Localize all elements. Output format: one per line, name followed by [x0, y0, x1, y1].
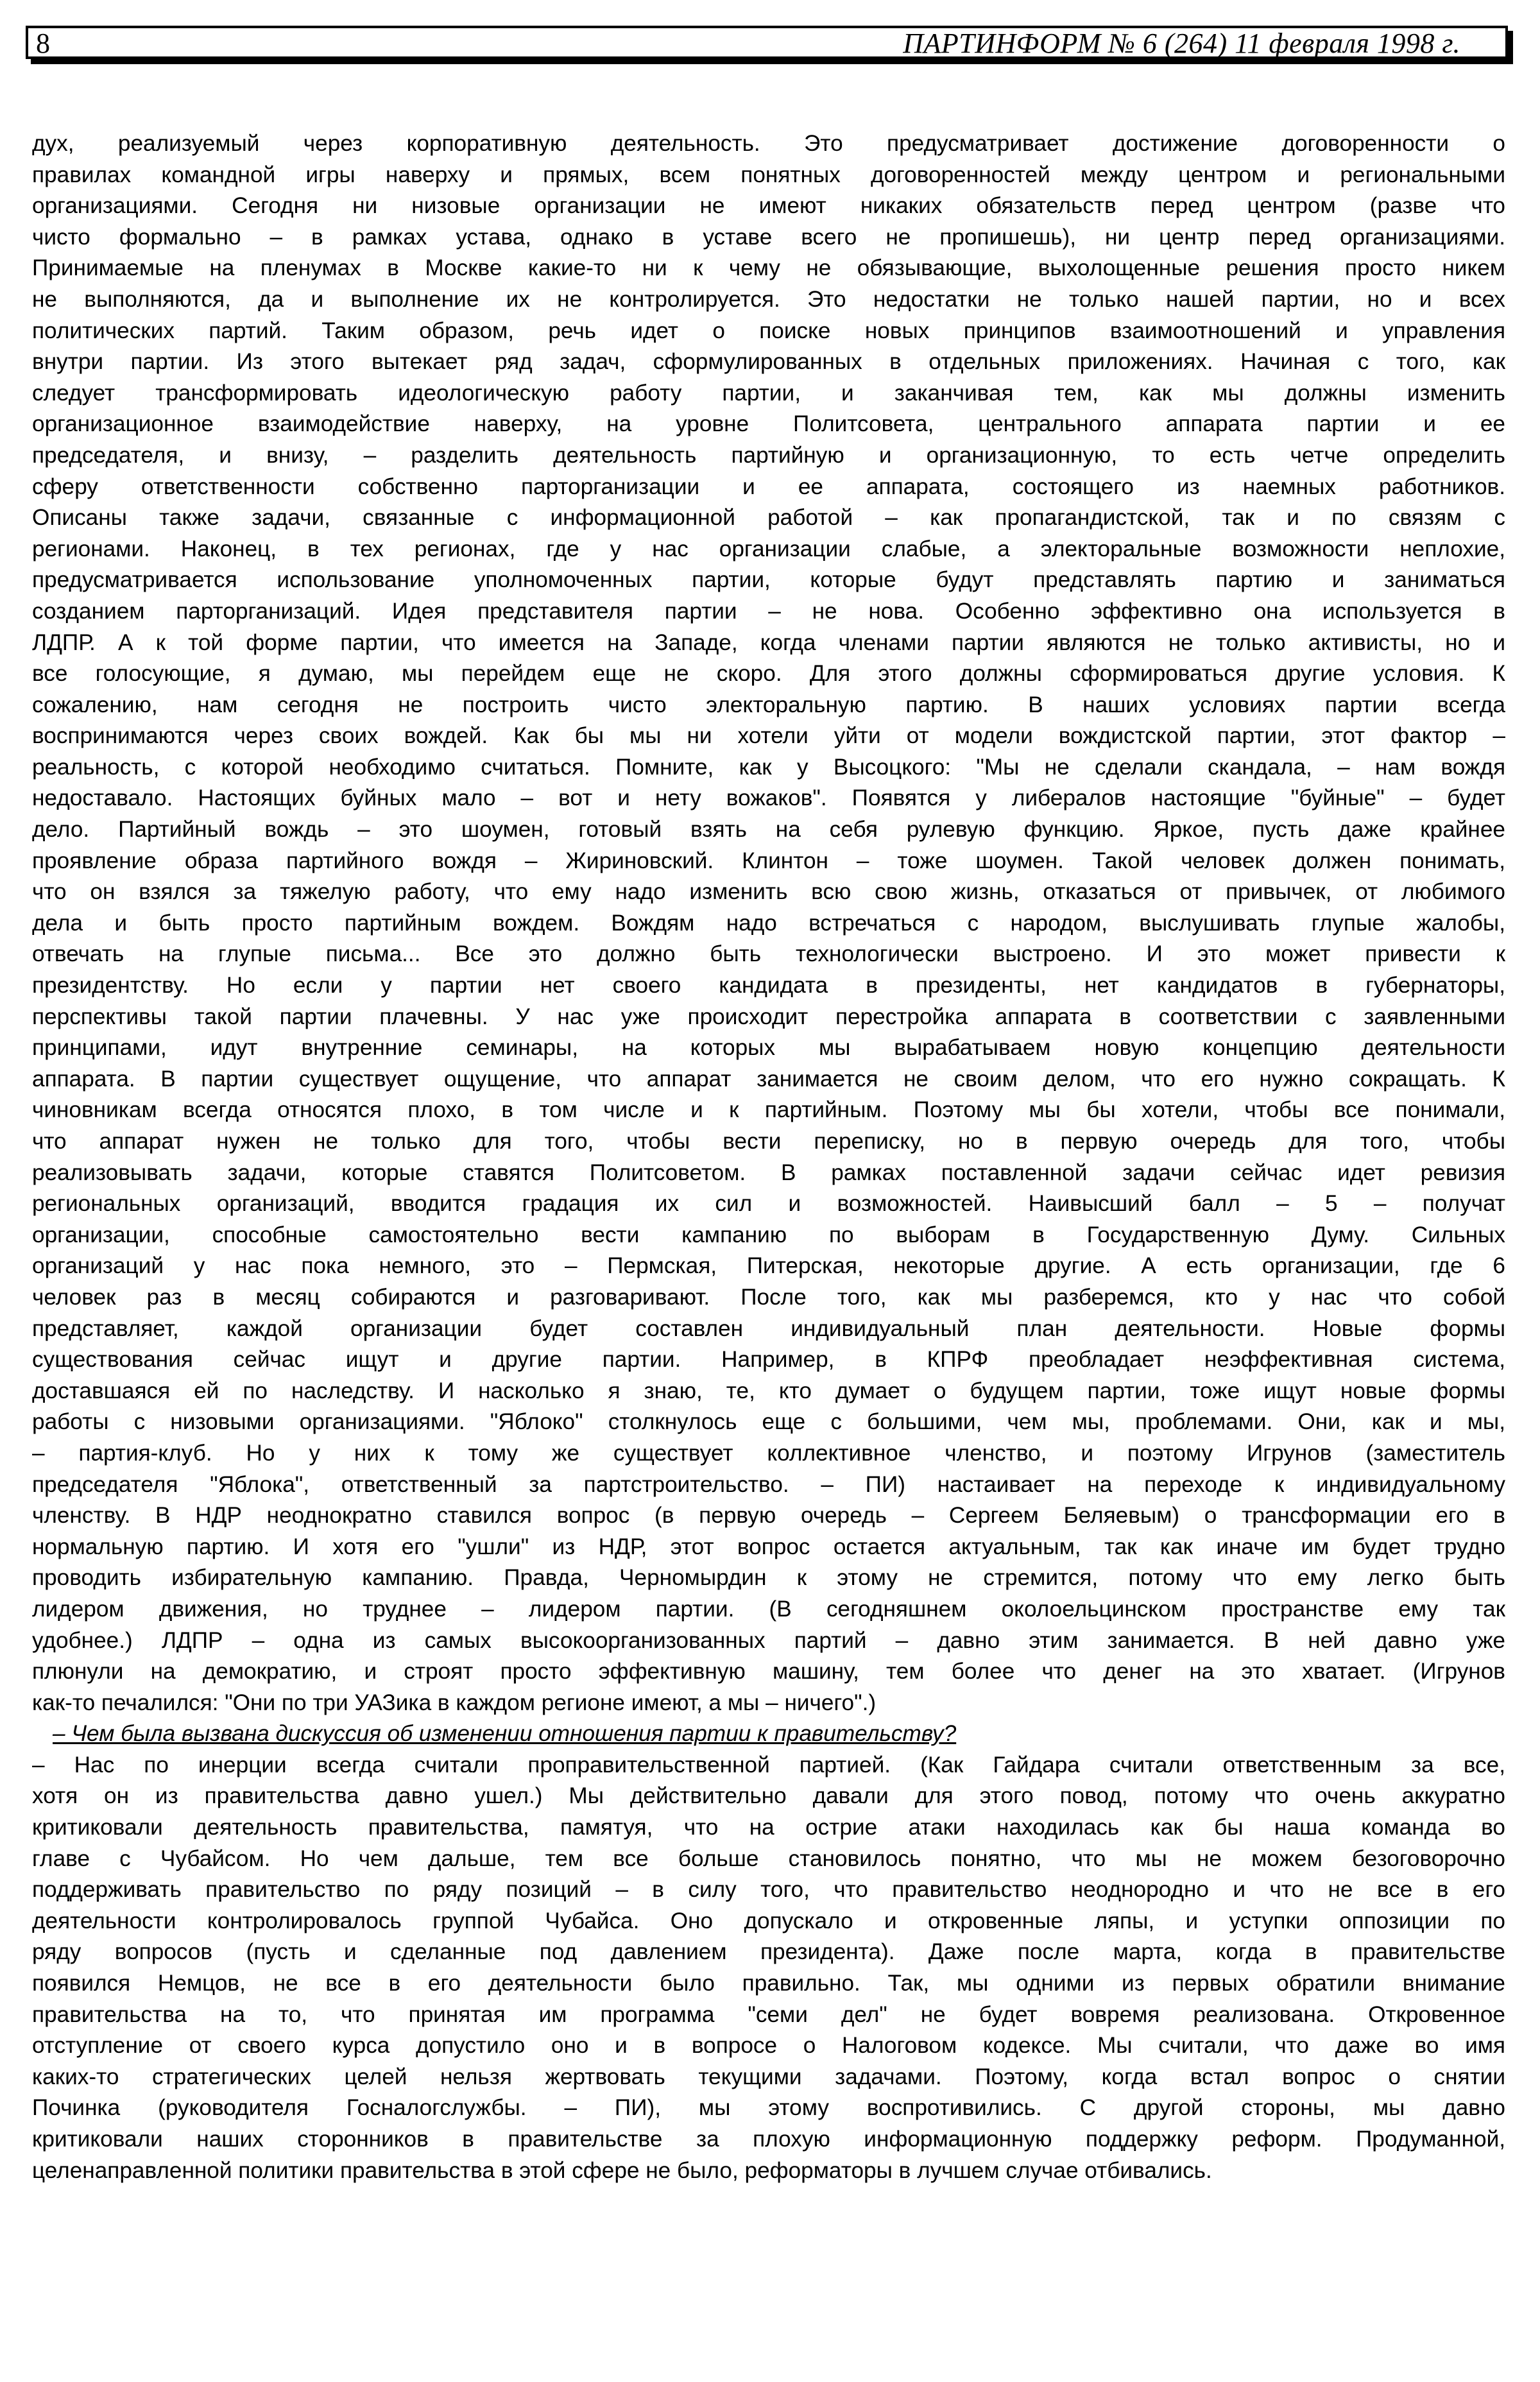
text-line: воспринимаются через своих вождей. Как бы мы ни хотели уйти от модели вождистской партии, этот фактор –: [32, 723, 1505, 749]
text-line: нормальную партию. И хотя его "ушли" из НДР, этот вопрос остается актуальным, так как иначе им будет трудно: [32, 1534, 1505, 1559]
text-line: главе с Чубайсом. Но чем дальше, тем все больше становилось понятно, что мы не можем безоговорочно: [32, 1846, 1505, 1871]
text-line: представляет, каждой организации будет составлен индивидуальный план деятельности. Новые формы: [32, 1315, 1505, 1341]
text-line: что аппарат нужен не только для того, чтобы вести переписку, но в первую очередь для того, чтобы: [32, 1129, 1505, 1154]
text-line: организационное взаимодействие наверху, на уровне Политсовета, центрального аппарата партии и ее: [32, 411, 1505, 437]
text-line: появился Немцов, не все в его деятельности было правильно. Так, мы одними из первых обратили внимание: [32, 1971, 1505, 1996]
text-line: не выполняются, да и выполнение их не контролируется. Это недостатки не только нашей партии, но и всех: [32, 286, 1505, 312]
page-header: [26, 26, 1508, 59]
text-line: доставшаяся ей по наследству. И насколько я знаю, те, кто думает о будущем партии, тоже ищут новые формы: [32, 1378, 1505, 1403]
text-line: принципами, идут внутренние семинары, на которых мы вырабатываем новую концепцию деятельности: [32, 1035, 1505, 1061]
text-line: удобнее.) ЛДПР – одна из самых высокоорганизованных партий – давно этим занимается. В ней давно уже: [32, 1627, 1505, 1653]
text-line: плюнули на демократию, и строят просто эффективную машину, тем более что денег на это хватает. (Игрунов: [32, 1659, 1505, 1684]
text-line: ЛДПР. А к той форме партии, что имеется на Западе, когда членами партии являются не только активисты, но и: [32, 630, 1505, 655]
text-line: критиковали наших сторонников в правительстве за плохую информационную поддержку реформ. Продуманной,: [32, 2127, 1505, 2152]
paragraph-2: [32, 1750, 1505, 2186]
text-line: – партия-клуб. Но у них к тому же существует коллективное членство, и поэтому Игрунов (заместитель: [32, 1440, 1505, 1466]
text-line: дух, реализуемый через корпоративную деятельность. Это предусматривает достижение договоренности о: [32, 131, 1505, 156]
text-line: недоставало. Настоящих буйных мало – вот и нету вожаков". Появятся у либералов настоящие "буйные" – будет: [32, 785, 1505, 811]
text-line: лидером движения, но труднее – лидером партии. (В сегодняшнем околоельцинском пространстве ему так: [32, 1596, 1505, 1622]
text-line: правительства на то, что принятая им программа "семи дел" не будет вовремя реализована. Откровенное: [32, 2001, 1505, 2027]
text-line: реальность, с которой необходимо считаться. Помните, как у Высоцкого: "Мы не сделали скандала, – нам вождя: [32, 754, 1505, 780]
text-line: региональных организаций, вводится градация их сил и возможностей. Наивысший балл – 5 – получат: [32, 1191, 1505, 1217]
text-line: председателя "Яблока", ответственный за партстроительство. – ПИ) настаивает на переходе к индивидуальному: [32, 1471, 1505, 1497]
text-line: отвечать на глупые письма... Все это должно быть технологически выстроено. И это может привести к: [32, 941, 1505, 967]
text-line: следует трансформировать идеологическую работу партии, и заканчивая тем, как мы должны изменить: [32, 380, 1505, 406]
text-line: дела и быть просто партийным вождем. Вождям надо встречаться с народом, выслушивать глупые жалобы,: [32, 910, 1505, 936]
text-line: организаций у нас пока немного, это – Пермская, Питерская, некоторые другие. А есть организации, где 6: [32, 1253, 1505, 1279]
article-body: [32, 128, 1505, 2186]
issue-title: ПАРТИНФОРМ № 6 (264) 11 февраля 1998 г.: [903, 28, 1460, 59]
text-line: правилах командной игры наверху и прямых, всем понятных договоренностей между центром и региональными: [32, 162, 1505, 187]
interview-question: – Чем была вызвана дискуссия об изменении отношения партии к правительству?: [53, 1721, 957, 1747]
text-line: каких-то стратегических целей нельзя жертвовать текущими задачами. Поэтому, когда встал вопрос о снятии: [32, 2064, 1505, 2089]
text-line: организациями. Сегодня ни низовые организации не имеют никаких обязательств перед центром (разве что: [32, 193, 1505, 219]
text-line: работы с низовыми организациями. "Яблоко" столкнулось еще с большими, чем мы, проблемами. Они, как и мы,: [32, 1409, 1505, 1435]
text-line: проявление образа партийного вождя – Жириновский. Клинтон – тоже шоумен. Такой человек должен понимать,: [32, 848, 1505, 873]
text-line: проводить избирательную кампанию. Правда, Черномырдин к этому не стремится, потому что ему легко быть: [32, 1565, 1505, 1591]
text-line: как-то печалился: "Они по три УАЗика в каждом регионе имеют, а мы – ничего".): [32, 1690, 877, 1715]
text-line: целенаправленной политики правительства в этой сфере не было, реформаторы в лучшем случае отбивались.: [32, 2157, 1212, 2183]
text-line: критиковали деятельность правительства, памятуя, что на острие атаки находилась как бы наша команда во: [32, 1815, 1505, 1840]
text-line: деятельности контролировалось группой Чубайса. Оно допускало и откровенные ляпы, и уступки оппозиции по: [32, 1908, 1505, 1933]
text-line: членству. В НДР неоднократно ставился вопрос (в первую очередь – Сергеем Беляевым) о трансформации его в: [32, 1503, 1505, 1529]
text-line: реализовывать задачи, которые ставятся Политсоветом. В рамках поставленной задачи сейчас идет ревизия: [32, 1160, 1505, 1185]
text-line: поддерживать правительство по ряду позиций – в силу того, что правительство неоднородно и что не все в его: [32, 1877, 1505, 1903]
text-line: аппарата. В партии существует ощущение, что аппарат занимается не своим делом, что его нужно сокращать. К: [32, 1066, 1505, 1092]
text-line: председателя, и внизу, – разделить деятельность партийную и организационную, то есть четче определить: [32, 442, 1505, 468]
text-line: – Нас по инерции всегда считали проправительственной партией. (Как Гайдара считали ответственным за все,: [32, 1752, 1505, 1778]
text-line: все голосующие, я думаю, мы перейдем еще не скоро. Для этого должны сформироваться другие условия. К: [32, 661, 1505, 687]
text-line: чисто формально – в рамках устава, однако в уставе всего не пропишешь), ни центр перед организациями.: [32, 224, 1505, 250]
text-line: предусматривается использование уполномоченных партии, которые будут представлять партию и заниматься: [32, 567, 1505, 593]
text-line: хотя он из правительства давно ушел.) Мы действительно давали для этого повод, потому что очень аккуратно: [32, 1783, 1505, 1809]
text-line: организации, способные самостоятельно вести кампанию по выборам в Государственную Думу. Сильных: [32, 1222, 1505, 1247]
text-line: регионами. Наконец, в тех регионах, где у нас организации слабые, а электоральные возможности неплохие,: [32, 536, 1505, 561]
text-line: что он взялся за тяжелую работу, что ему надо изменить всю свою жизнь, отказаться от привычек, от любимого: [32, 879, 1505, 905]
text-line: президентству. Но если у партии нет своего кандидата в президенты, нет кандидатов в губернаторы,: [32, 973, 1505, 998]
text-line: чиновникам всегда относятся плохо, в том числе и к партийным. Поэтому мы бы хотели, чтобы все понимали,: [32, 1097, 1505, 1123]
text-line: ряду вопросов (пусть и сделанные под давлением президента). Даже после марта, когда в правительстве: [32, 1939, 1505, 1965]
text-line: существования сейчас ищут и другие партии. Например, в КПРФ преобладает неэффективная система,: [32, 1347, 1505, 1373]
text-line: сожалению, нам сегодня не построить чисто электоральную партию. В наших условиях партии всегда: [32, 692, 1505, 717]
text-line: человек раз в месяц собираются и разговаривают. После того, как мы разберемся, кто у нас что собой: [32, 1284, 1505, 1310]
text-line: сферу ответственности собственно парторганизации и ее аппарата, состоящего из наемных работников.: [32, 474, 1505, 499]
text-line: политических партий. Таким образом, речь идет о поиске новых принципов взаимоотношений и управления: [32, 318, 1505, 343]
text-line: Описаны также задачи, связанные с информационной работой – как пропагандистской, так и по связям с: [32, 505, 1505, 531]
text-line: отступление от своего курса допустило оно и в вопросе о Налоговом кодексе. Мы считали, что даже во имя: [32, 2033, 1505, 2059]
paragraph-1: [32, 128, 1505, 1718]
text-line: Принимаемые на пленумах в Москве какие-то ни к чему не обязывающие, выхолощенные решения просто никем: [32, 255, 1505, 281]
text-line: Починка (руководителя Госналогслужбы. – ПИ), мы этому воспротивились. С другой стороны, мы давно: [32, 2095, 1505, 2121]
text-line: перспективы такой партии плачевны. У нас уже происходит перестройка аппарата в соответствии с заявленными: [32, 1004, 1505, 1029]
text-line: созданием парторганизаций. Идея представителя партии – не нова. Особенно эффективно она используется в: [32, 598, 1505, 624]
text-line: дело. Партийный вождь – это шоумен, готовый взять на себя рулевую функцию. Яркое, пусть даже крайнее: [32, 817, 1505, 843]
page-number: 8: [36, 28, 50, 59]
text-line: внутри партии. Из этого вытекает ряд задач, сформулированных в отдельных приложениях. Начиная с того, как: [32, 349, 1505, 375]
